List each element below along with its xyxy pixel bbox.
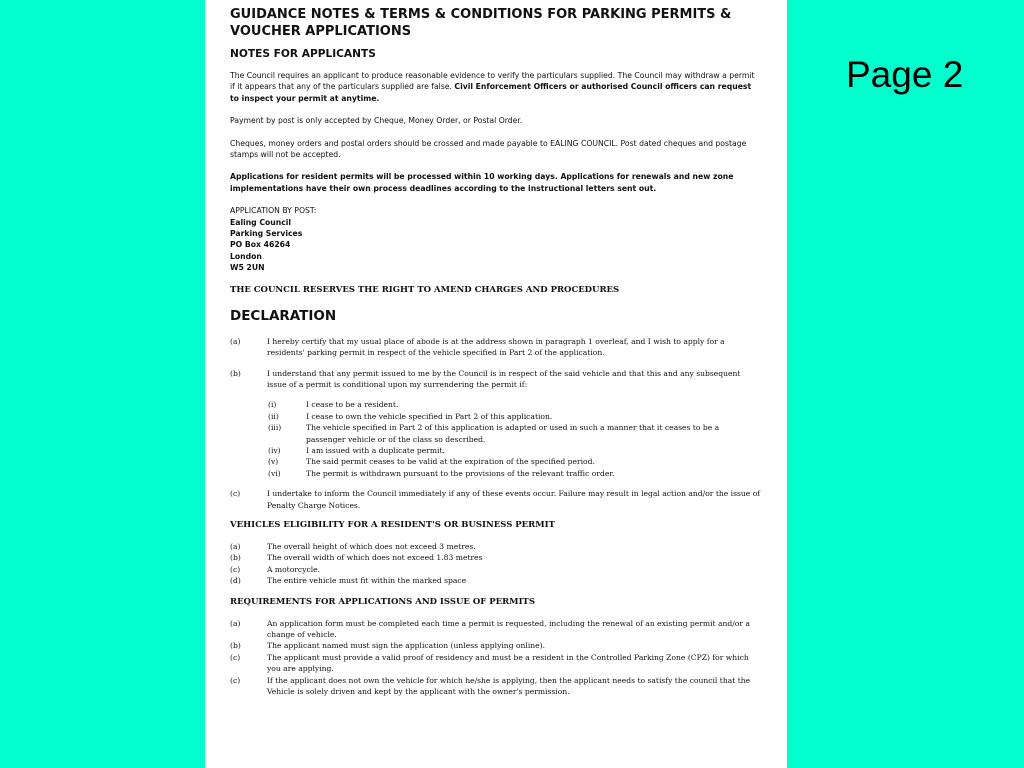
notes-inspection-text: Civil Enforcement Officers or authorised Council officers can request to inspect your permit at anytime. bbox=[230, 82, 752, 103]
declaration-conditions-list bbox=[268, 399, 761, 479]
address-line: Parking Services bbox=[230, 229, 303, 239]
item-label: (ii) bbox=[268, 411, 279, 421]
notes-paragraph-processing: Applications for resident permits will be processed within 10 working days. Applications for renewals and new zone implementations have their own process deadlines according to the instructional letters sent out. bbox=[230, 172, 734, 193]
requirement-item bbox=[230, 640, 761, 651]
declaration-item bbox=[230, 488, 761, 511]
item-label: (a) bbox=[230, 618, 241, 628]
eligibility-item bbox=[230, 552, 761, 563]
condition-item bbox=[268, 445, 761, 456]
item-text: The vehicle specified in Part 2 of this application is adapted or used in such a manner that it ceases to be a passenger vehicle or of the class so described. bbox=[306, 423, 720, 444]
item-text: I am issued with a duplicate permit. bbox=[306, 445, 445, 455]
document-title: GUIDANCE NOTES & TERMS & CONDITIONS FOR PARKING PERMITS & VOUCHER APPLICATIONS bbox=[230, 7, 732, 39]
requirement-item bbox=[230, 618, 761, 641]
item-text: An application form must be completed each time a permit is requested, including the renewal of an existing permit and/or a change of vehicle. bbox=[267, 618, 750, 639]
item-label: (c) bbox=[230, 652, 241, 662]
item-label: (b) bbox=[230, 553, 241, 563]
condition-item bbox=[268, 422, 761, 445]
item-label: (iii) bbox=[268, 423, 282, 433]
notes-evidence-text: The Council requires an applicant to produce reasonable evidence to verify the particulars supplied. The Council may withdraw a permit if it appears that any of the particulars supplied are false. bbox=[230, 71, 755, 92]
document-page bbox=[205, 0, 787, 768]
requirement-continuation bbox=[230, 686, 761, 697]
item-text: The overall width of which does not exceed 1.83 metres bbox=[267, 553, 483, 563]
item-text: I cease to own the vehicle specified in Part 2 of this application. bbox=[306, 411, 553, 421]
declaration-item bbox=[230, 336, 761, 359]
item-text: I undertake to inform the Council immediately if any of these events occur. Failure may result in legal action and/or the issue of Penalty Charge Notices. bbox=[267, 489, 761, 510]
postal-address-label: APPLICATION BY POST: bbox=[230, 206, 317, 216]
item-text: The applicant must provide a valid proof of residency and must be a resident in the Controlled Parking Zone (CPZ) for which you are applying. bbox=[267, 652, 749, 674]
eligibility-item bbox=[230, 541, 761, 552]
condition-item bbox=[268, 399, 761, 410]
requirements-list bbox=[230, 618, 761, 698]
item-text: I cease to be a resident. bbox=[306, 400, 399, 410]
address-line: Ealing Council bbox=[230, 217, 292, 227]
item-label: (a) bbox=[230, 541, 241, 551]
item-label: (c) bbox=[230, 564, 241, 574]
condition-item bbox=[268, 411, 761, 422]
item-label: (c) bbox=[230, 675, 241, 685]
item-text: A motorcycle. bbox=[267, 564, 321, 574]
item-text: I hereby certify that my usual place of abode is at the address shown in paragraph 1 overleaf, and I wish to apply for a residents' parking permit in respect of the vehicle specified in Part 2 of the application. bbox=[267, 336, 725, 358]
item-label: (v) bbox=[268, 457, 279, 467]
item-text: The permit is withdrawn pursuant to the provisions of the relevant traffic order. bbox=[306, 468, 615, 478]
eligibility-item bbox=[230, 575, 761, 586]
item-text: The entire vehicle must fit within the marked space bbox=[267, 576, 467, 586]
requirement-item bbox=[230, 652, 761, 675]
item-label: (c) bbox=[230, 489, 241, 499]
address-line: London bbox=[230, 251, 262, 261]
item-label: (b) bbox=[230, 641, 241, 651]
item-text: Vehicle is solely driven and kept by the applicant with the owner's permission. bbox=[267, 687, 570, 697]
address-line: PO Box 46264 bbox=[230, 240, 291, 250]
item-label: (d) bbox=[230, 576, 241, 586]
declaration-list bbox=[230, 336, 761, 511]
item-label: (a) bbox=[230, 336, 241, 346]
address-line: W5 2UN bbox=[230, 263, 265, 273]
item-label: (i) bbox=[268, 400, 277, 410]
declaration-item bbox=[230, 368, 761, 391]
notes-paragraph-cheques: Cheques, money orders and postal orders should be crossed and made payable to EALING COUNCIL. Post dated cheques and postage stamps will not be accepted. bbox=[230, 138, 747, 160]
item-label-spacer bbox=[230, 686, 267, 697]
condition-item bbox=[268, 456, 761, 467]
condition-item bbox=[268, 468, 761, 479]
item-text: The said permit ceases to be valid at the expiration of the specified period. bbox=[306, 457, 595, 467]
item-label: (vi) bbox=[268, 468, 281, 478]
item-text: The applicant named must sign the application (unless applying online). bbox=[267, 641, 546, 651]
item-text: If the applicant does not own the vehicle for which he/she is applying, then the applicant needs to satisfy the council that the bbox=[267, 675, 751, 685]
postal-address-block bbox=[230, 205, 761, 273]
page-number-label: Page 2 bbox=[846, 54, 964, 95]
eligibility-heading: VEHICLES ELIGIBILITY FOR A RESIDENT'S OR BUSINESS PERMIT bbox=[230, 519, 555, 530]
item-label: (b) bbox=[230, 368, 241, 378]
notes-paragraph-evidence bbox=[230, 70, 761, 104]
requirements-heading: REQUIREMENTS FOR APPLICATIONS AND ISSUE OF PERMITS bbox=[230, 596, 536, 607]
reserves-right-notice: THE COUNCIL RESERVES THE RIGHT TO AMEND CHARGES AND PROCEDURES bbox=[230, 284, 620, 295]
notes-heading: NOTES FOR APPLICANTS bbox=[230, 48, 376, 60]
eligibility-item bbox=[230, 564, 761, 575]
notes-paragraph-payment: Payment by post is only accepted by Cheque, Money Order, or Postal Order. bbox=[230, 116, 523, 126]
eligibility-list bbox=[230, 541, 761, 587]
item-text: I understand that any permit issued to me by the Council is in respect of the said vehicle and that this and any subsequent issue of a permit is conditional upon my surrendering the permit if: bbox=[267, 368, 741, 389]
declaration-heading: DECLARATION bbox=[230, 307, 337, 324]
requirement-item bbox=[230, 675, 761, 686]
item-label: (iv) bbox=[268, 445, 281, 455]
item-text: The overall height of which does not exceed 3 metres. bbox=[267, 541, 476, 551]
